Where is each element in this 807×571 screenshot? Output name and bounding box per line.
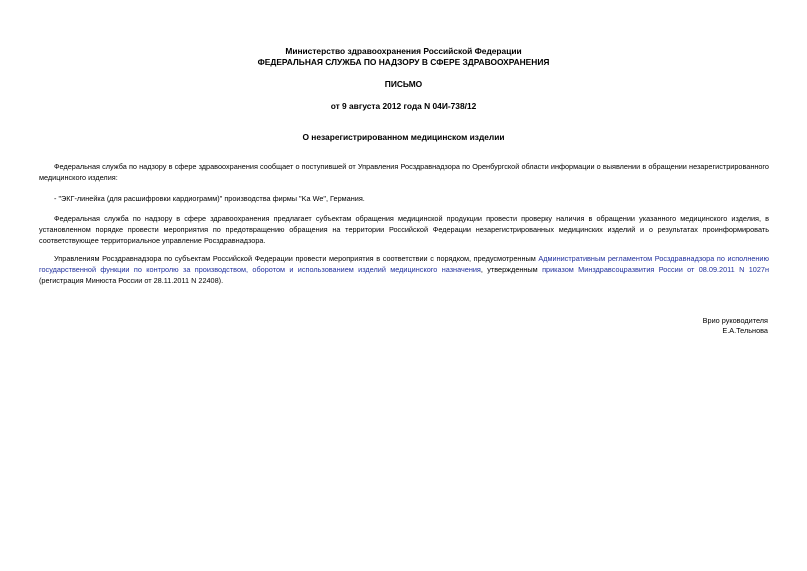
- service-title: ФЕДЕРАЛЬНАЯ СЛУЖБА ПО НАДЗОРУ В СФЕРЕ ЗДРАВООХРАНЕНИЯ: [257, 57, 550, 67]
- signature-name: Е.А.Тельнова: [722, 326, 768, 335]
- document-subject: О незарегистрированном медицинском изделии: [302, 132, 505, 142]
- paragraph-1: Федеральная служба по надзору в сфере здравоохранения сообщает о поступившей от Управления Росздравнадзора по Оренбургской области информации о выявлении в обращении незарегистрированного медицинского изделия:: [39, 162, 769, 182]
- paragraph-4-text-c: (регистрация Минюста России от 28.11.2011 N 22408).: [39, 276, 224, 285]
- signature-position: Врио руководителя: [702, 316, 768, 325]
- paragraph-4-text-a: Управлениям Росздравнадзора по субъектам Российской Федерации провести мероприятия в соответствии с порядком, предусмотренным: [54, 254, 539, 263]
- paragraph-2-item: - "ЭКГ-линейка (для расшифровки кардиограмм)" производства фирмы "Ka We", Германия.: [54, 194, 365, 203]
- order-link[interactable]: приказом Минздравсоцразвития России от 08.09.2011 N 1027н: [542, 265, 769, 274]
- ministry-title: Министерство здравоохранения Российской Федерации: [285, 46, 522, 56]
- regulation-link[interactable]: Административным регламентом Росздравнадзора по исполнению государственной функции по контролю за производством, оборотом и использованием изделий медицинского назначения: [39, 254, 769, 274]
- paragraph-3: Федеральная служба по надзору в сфере здравоохранения предлагает субъектам обращения медицинской продукции провести проверку наличия в обращении указанного медицинского изделия, в установленном порядке провести мероприятия по предотвращению обращения на территории Российской Федерации незарегистрированных медицинских изделий и о результатах проинформировать соответствующее территориальное управление Росздравнадзора.: [39, 214, 769, 245]
- document-date-number: от 9 августа 2012 года N 04И-738/12: [330, 101, 477, 111]
- document-type: ПИСЬМО: [384, 79, 423, 89]
- paragraph-4: [39, 253, 769, 286]
- paragraph-4-text-b: , утвержденным: [480, 265, 543, 274]
